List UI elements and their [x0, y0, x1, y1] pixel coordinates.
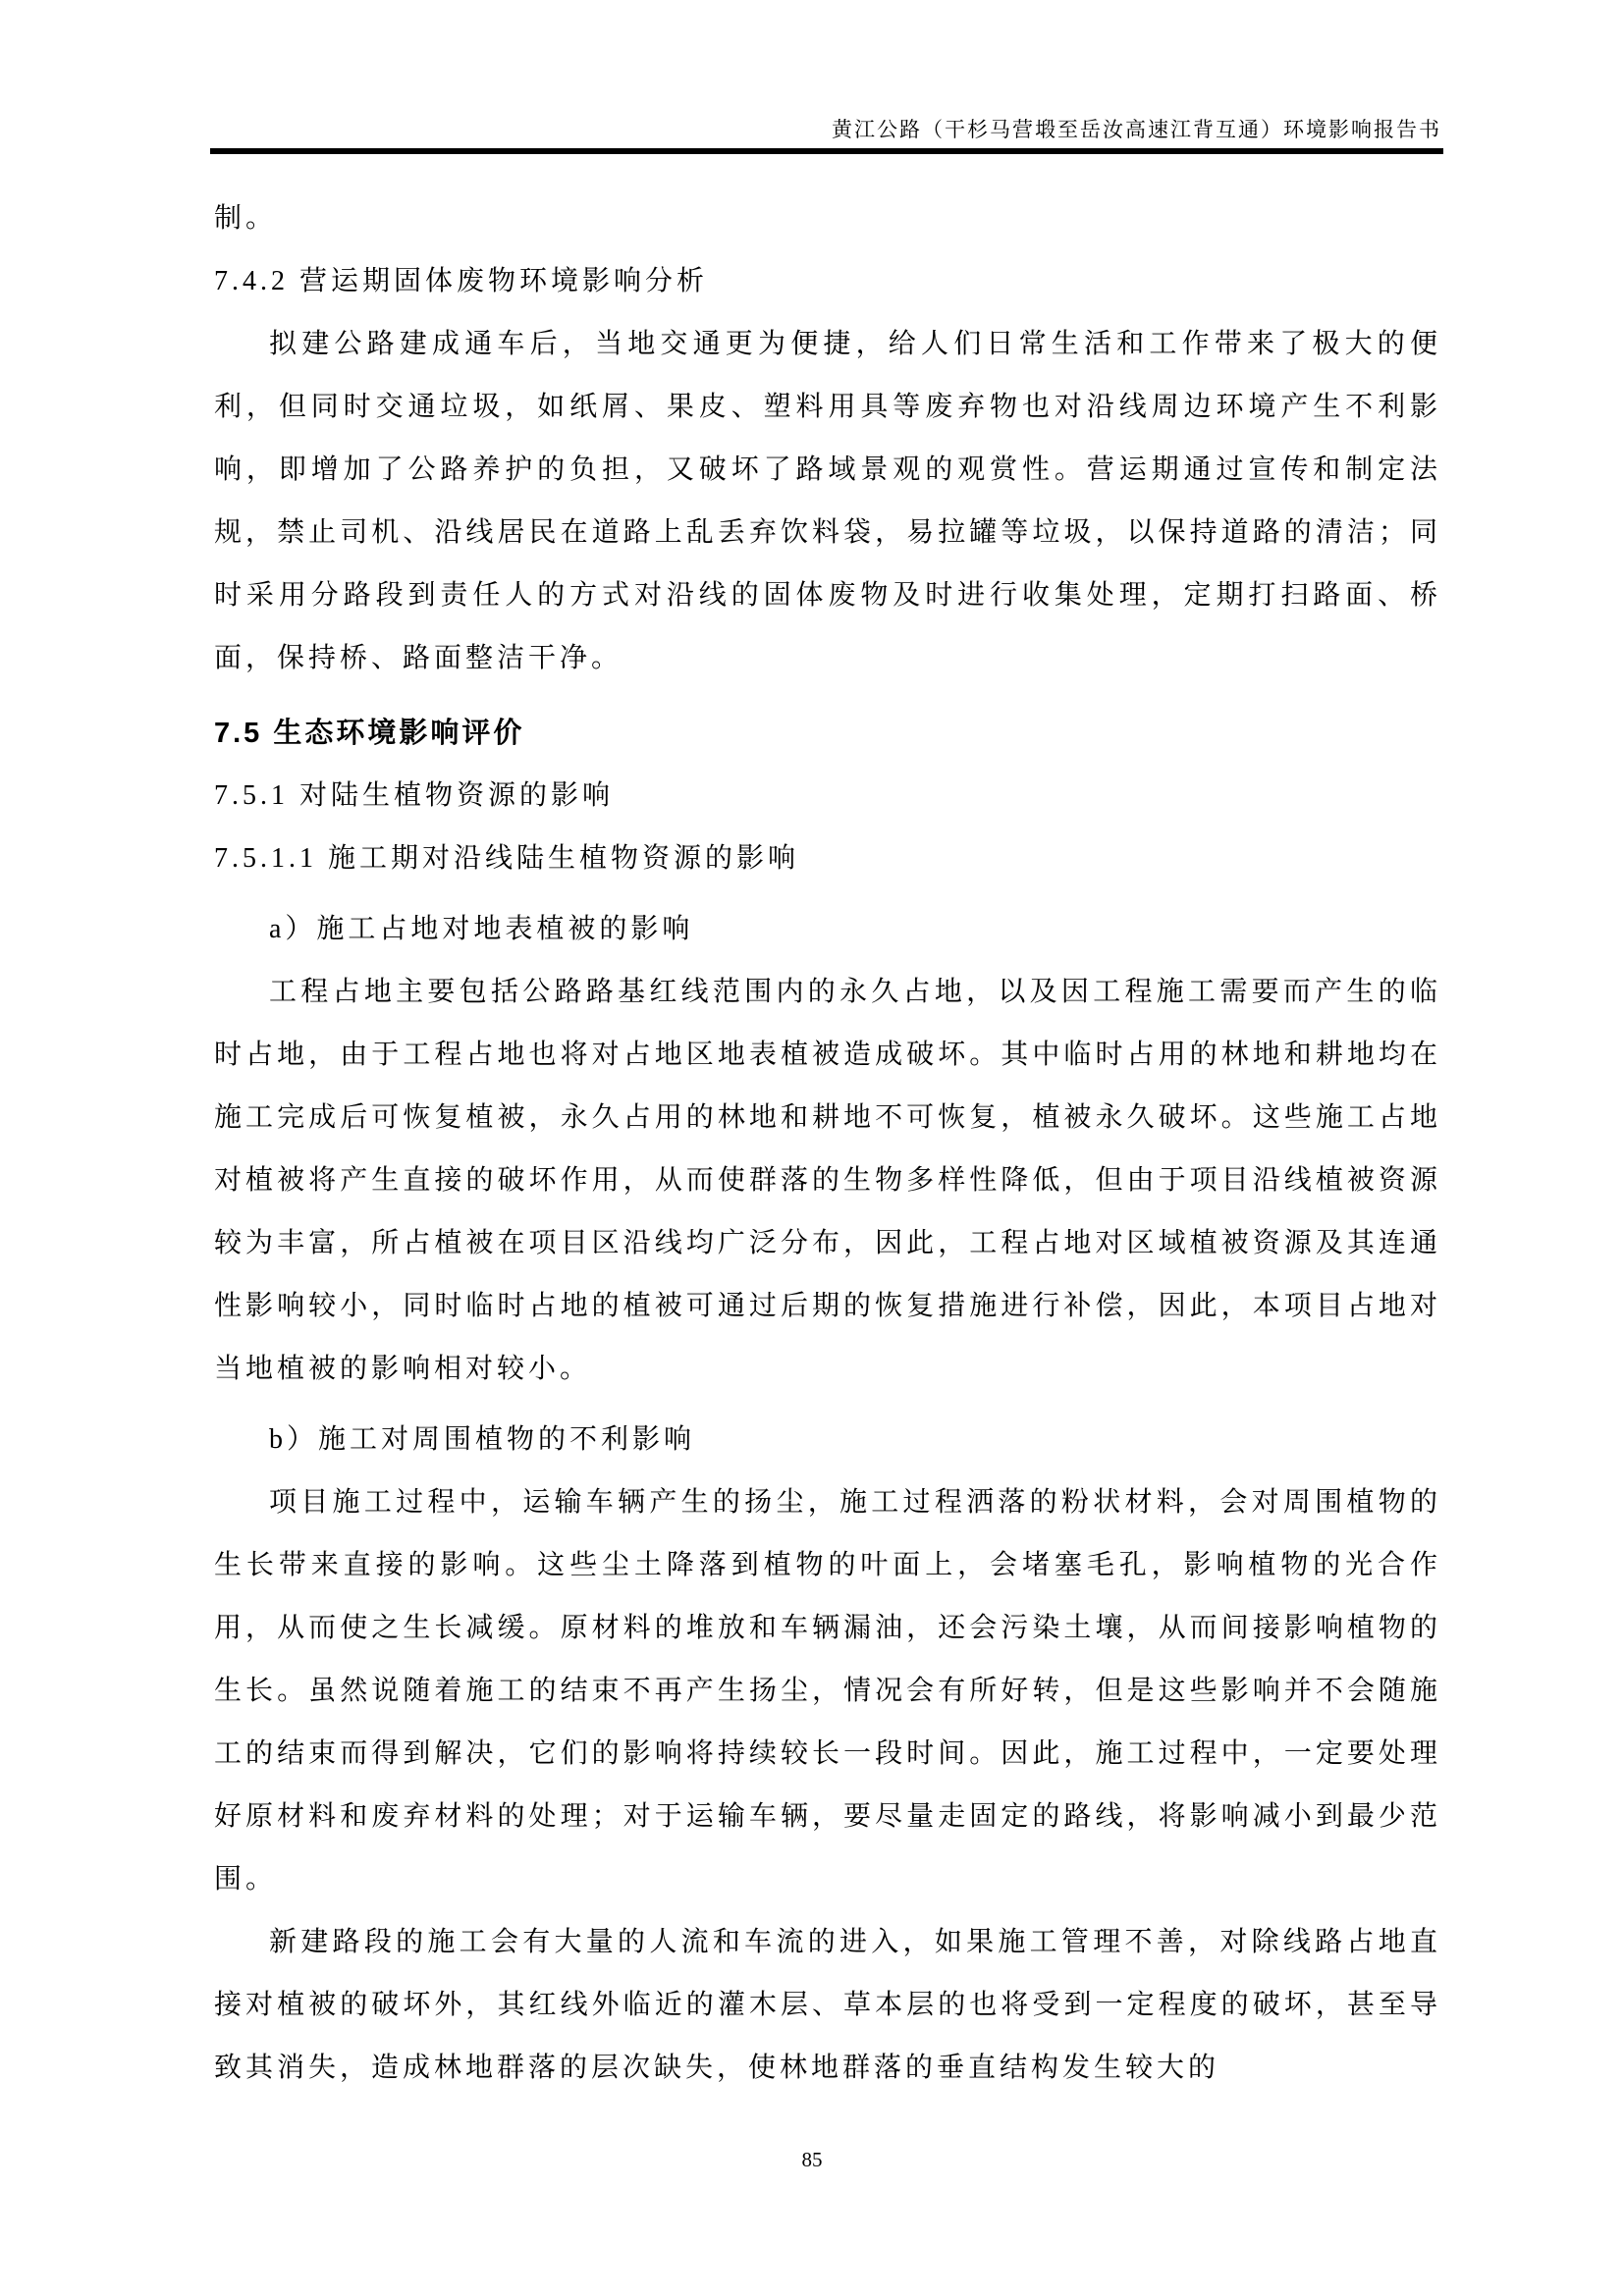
header-divider-rule — [210, 148, 1443, 154]
section-heading-7-5-1: 7.5.1 对陆生植物资源的影响 — [214, 780, 615, 811]
page-number: 85 — [801, 2148, 823, 2171]
body-paragraph-construction-dust: 项目施工过程中，运输车辆产生的扬尘，施工过程洒落的粉状材料，会对周围植物的生长带来直接的影响。这些尘土降落到植物的叶面上，会堵塞毛孔，影响植物的光合作用，从而使之生长减缓。原材料的堆放和车辆漏油，还会污染土壤，从而间接影响植物的生长。虽然说随着施工的结束不再产生扬尘，情况会有所好转，但是这些影响并不会随施工的结束而得到解决，它们的影响将持续较长一段时间。因此，施工过程中，一定要处理好原材料和废弃材料的处理；对于运输车辆，要尽量走固定的路线，将影响减小到最少范围。 — [214, 1487, 1441, 1895]
chapter-heading-7-5: 7.5 生态环境影响评价 — [214, 718, 525, 749]
list-item-a: a）施工占地对地表植被的影响 — [269, 914, 694, 944]
body-paragraph-land-occupation: 工程占地主要包括公路路基红线范围内的永久占地，以及因工程施工需要而产生的临时占地，由于工程占地也将对占地区地表植被造成破坏。其中临时占用的林地和耕地均在施工完成后可恢复植被，永久占用的林地和耕地不可恢复，植被永久破坏。这些施工占地对植被将产生直接的破坏作用，从而使群落的生物多样性降低，但由于项目沿线植被资源较为丰富，所占植被在项目区沿线均广泛分布，因此，工程占地对区域植被资源及其连通性影响较小，同时临时占地的植被可通过后期的恢复措施进行补偿，因此，本项目占地对当地植被的影响相对较小。 — [214, 977, 1441, 1384]
section-heading-7-5-1-1: 7.5.1.1 施工期对沿线陆生植物资源的影响 — [214, 843, 800, 874]
document-body — [214, 187, 1441, 2100]
section-heading-7-4-2: 7.4.2 营运期固体废物环境影响分析 — [214, 266, 709, 296]
list-item-b: b）施工对周围植物的不利影响 — [269, 1424, 696, 1455]
page-header-title: 黄江公路（干杉马营塅至岳汝高速江背互通）环境影响报告书 — [832, 118, 1441, 141]
body-paragraph-operation-waste: 拟建公路建成通车后，当地交通更为便捷，给人们日常生活和工作带来了极大的便利，但同时交通垃圾，如纸屑、果皮、塑料用具等废弃物也对沿线周边环境产生不利影响，即增加了公路养护的负担，又破坏了路域景观的观赏性。营运期通过宣传和制定法规，禁止司机、沿线居民在道路上乱丢弃饮料袋，易拉罐等垃圾，以保持道路的清洁；同时采用分路段到责任人的方式对沿线的固体废物及时进行收集处理，定期打扫路面、桥面，保持桥、路面整洁干净。 — [214, 329, 1441, 673]
continuation-paragraph: 制。 — [214, 203, 278, 234]
body-paragraph-new-road-section: 新建路段的施工会有大量的人流和车流的进入，如果施工管理不善，对除线路占地直接对植被的破坏外，其红线外临近的灌木层、草本层的也将受到一定程度的破坏，甚至导致其消失，造成林地群落的层次缺失，使林地群落的垂直结构发生较大的 — [214, 1927, 1441, 2083]
